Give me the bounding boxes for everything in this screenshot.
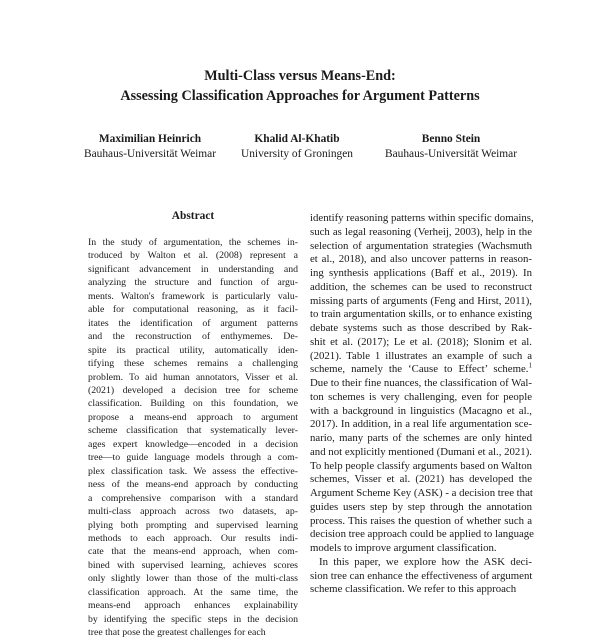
text-line: multi-class approach across two datasets, ap- [88, 506, 298, 518]
text-line: (2021) developed a decision tree for scheme [88, 384, 298, 396]
text-line: problem. To aid human annotators, Visser et al. [88, 371, 298, 383]
text-line: bined with supervised learning, achieves scores [88, 559, 298, 571]
text-line: troduced by Walton et al. (2008) represent a [88, 250, 298, 262]
text-line: In this paper, we explore how the ASK deci- [319, 555, 532, 568]
text-line: significant advancement in understanding and [88, 263, 298, 275]
author-block [222, 132, 372, 162]
text-line: ments. Walton's framework is particularly valu- [88, 290, 298, 302]
author-affiliation: Bauhaus-Universität Weimar [384, 148, 518, 160]
text-line: analyzing the structure and function of argu- [88, 277, 298, 289]
text-line: able for computational reasoning, as it facil- [88, 304, 298, 316]
body-text-column [310, 212, 532, 597]
text-line: shit et al. (2017); Le et al. (2018); Slonim et al. [310, 335, 532, 348]
text-line: and not explicitly mentioned (Dumani et al., 2021). [310, 445, 532, 458]
text-line: scheme, namely the ‘Cause to Effect’ scheme.$^1$ [310, 361, 532, 376]
text-line: to train argumentation skills, or to enhance existing [310, 308, 532, 321]
title-line-2: Assessing Classification Approaches for Argument Patterns [120, 88, 480, 104]
text-line: In the study of argumentation, the schemes in- [88, 237, 298, 248]
text-line: tifying these schemes remains a challenging [88, 358, 298, 370]
text-line: missing parts of arguments (Feng and Hirst, 2011), [310, 294, 532, 307]
text-line: with a background in linguistics (Macagno et al., [310, 404, 532, 417]
text-line: process. This raises the question of whether such a [310, 514, 532, 527]
author-block [70, 132, 230, 162]
text-line: schemes, Visser et al. (2021) has developed the [310, 473, 532, 486]
author-name: Benno Stein [421, 133, 481, 145]
text-line: spite its practical utility, automatically iden- [88, 344, 298, 356]
text-line: cate that the means-end approach, when com- [88, 546, 298, 558]
author-affiliation: Bauhaus-Universität Weimar [83, 148, 217, 160]
text-line: ages expert knowledge—encoded in a decision [88, 438, 298, 450]
text-line: tree—to guide language models through a com- [88, 452, 298, 464]
text-line: plex classification task. We assess the effective- [88, 465, 298, 477]
text-line: ing synthesis applications (Baff et al., 2019). In [310, 267, 532, 279]
text-line: propose a means-end approach to argument [88, 411, 298, 423]
footnote-marker: 1 [528, 361, 532, 370]
text-line: and the reconstruction of enthymemes. De- [88, 331, 298, 343]
text-line: 2017). In addition, in a real life argumentation sce- [310, 418, 532, 431]
author-affiliation: University of Groningen [241, 148, 353, 160]
text-line: plying both prompting and supervised learning [88, 519, 298, 531]
text-line: debate systems such as those described by Rak- [310, 322, 532, 334]
text-line: only slightly lower than those of the multi-class [88, 573, 298, 585]
text-line: Argument Scheme Key (ASK) - a decision tree that [310, 487, 533, 499]
text-line: addition, the schemes can be used to reconstruct [310, 280, 532, 293]
text-line: (2021). Table 1 illustrates an example of such a [310, 349, 532, 362]
text-line: means-end approach enhances explainability [88, 600, 298, 612]
abstract-heading: Abstract [171, 210, 215, 222]
paper-title [0, 66, 600, 106]
text-line: et al., 2018), and also uncover patterns in reason- [310, 253, 532, 266]
text-line: Due to their fine nuances, the classification of Wal- [310, 377, 532, 389]
text-line: identify reasoning patterns within specific domains, [310, 212, 534, 224]
text-line: nario, many parts of the schemes are only hinted [310, 432, 532, 444]
text-line: scheme classification that systematically lever- [88, 425, 298, 437]
text-line: ness of the means-end approach by conducting [88, 479, 298, 491]
text-line: classification approach. At the same time, the [88, 586, 298, 598]
text-line: guides users step by step through the annotation [310, 500, 532, 513]
text-line: sion tree can enhance the effectiveness of argument [310, 569, 533, 582]
text-line: by identifying the specific steps in the decision [88, 613, 298, 625]
abstract-text [88, 236, 298, 640]
text-line: classification. Building on this foundation, we [88, 398, 298, 410]
author-name: Khalid Al-Khatib [254, 133, 340, 145]
text-line: such as legal reasoning (Verheij, 2003), help in the [310, 225, 532, 238]
text-line: selection of argumentation strategies (Wachsmuth [310, 239, 532, 252]
text-line: methods to each approach. Our results indi- [88, 532, 298, 544]
text-line: models to improve argument classification. [310, 542, 497, 554]
text-line: decision tree approach could be applied to language [310, 528, 534, 541]
text-line: ton schemes is very challenging, even for people [310, 390, 532, 403]
text-line: To help people classify arguments based on Walton [310, 459, 532, 472]
text-line: a comprehensive comparison with a standard [88, 492, 298, 504]
text-line: tree that pose the greatest challenges for each [88, 627, 266, 639]
author-name: Maximilian Heinrich [98, 133, 202, 145]
text-line: itates the identification of argument patterns [88, 317, 298, 329]
text-line: scheme classification. We refer to this approach [310, 583, 517, 596]
title-line-1: Multi-Class versus Means-End: [204, 68, 396, 84]
author-block [376, 132, 526, 162]
